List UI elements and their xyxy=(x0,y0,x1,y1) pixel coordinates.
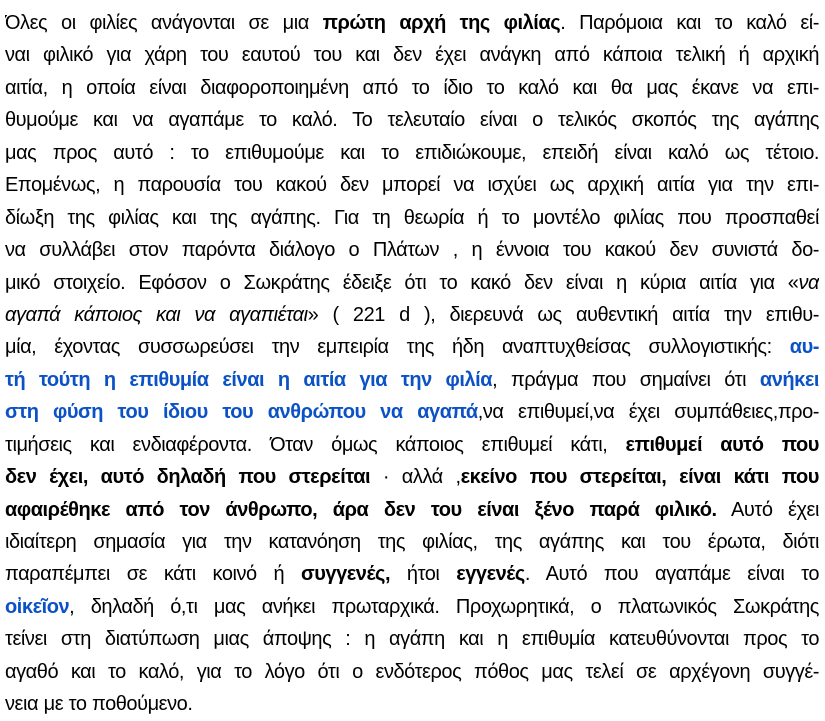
text-line xyxy=(5,299,819,331)
text-run: δίωξη της φιλίας και της αγάπης. Για τη θεωρία ή το μοντέλο φιλίας που προσπαθεί xyxy=(5,206,819,229)
text-run: συγγενές, xyxy=(300,563,391,586)
text-run: Επομένως, η παρουσία του κακού δεν μπορεί να ισχύει ως αρχική αιτία για την επι- xyxy=(5,174,819,197)
text-run: Αυτό έχει xyxy=(716,498,819,521)
text-run: δεν έχει, αυτό δηλαδή που στερείται xyxy=(5,466,371,489)
text-run: αιτία, η οποία είναι διαφοροποιημένη από το ίδιο το καλό και θα μας έκανε να επι- xyxy=(5,76,819,99)
text-run: αγαθό και το καλό, για το λόγο ότι ο ενδότερος πόθος μας τελεί σε αρχέγονη συγγέ- xyxy=(5,660,819,683)
text-run: ,να επιθυμεί,να έχει συμπάθειες,προ- xyxy=(477,401,819,424)
text-line xyxy=(5,104,819,136)
text-run: τείνει στη διατύπωση μιας άποψης : η αγάπη και η επιθυμία κατευθύνονται προς το xyxy=(5,628,819,651)
text-run: παραπέμπει σε κάτι κοινό ή xyxy=(5,563,301,586)
text-line xyxy=(5,558,819,590)
text-run: μία, έχοντας συσσωρεύσει την εμπειρία της ήδη αναπτυχθείσας συλλογιστικής: xyxy=(5,336,790,359)
paragraph xyxy=(5,7,819,721)
text-run: . Αυτό που αγαπάμε είναι το xyxy=(524,563,819,586)
text-line xyxy=(5,526,819,558)
text-run: να συλλάβει στον παρόντα διάλογο ο Πλάτων , η έννοια του κακού δεν συνιστά δο- xyxy=(5,239,819,262)
text-line xyxy=(5,39,819,71)
text-run: θυμούμε και να αγαπάμε το καλό. Το τελευταίο είναι ο τελικός σκοπός της αγάπης xyxy=(5,109,819,132)
text-line xyxy=(5,494,819,526)
text-line xyxy=(5,331,819,363)
text-line xyxy=(5,234,819,266)
text-run: αφαιρέθηκε από τον άνθρωπο, άρα δεν του είναι ξένο παρά φιλικό. xyxy=(5,498,717,521)
text-line xyxy=(5,137,819,169)
text-run: επιθυμεί αυτό που xyxy=(625,433,819,456)
text-line xyxy=(5,202,819,234)
text-run: · αλλά , xyxy=(370,466,461,489)
text-line xyxy=(5,656,819,688)
text-line xyxy=(5,72,819,104)
text-run: ιδιαίτερη σημασία για την κατανόηση της φιλίας, της αγάπης και του έρωτα, διότι xyxy=(5,531,819,553)
highlighted-text-run: τή τούτη η επιθυμία είναι η αιτία για την φιλία xyxy=(5,368,493,391)
text-run: ναι φιλικό για χάρη του εαυτού του και δεν έχει ανάγκη από κάποια τελική ή αρχική xyxy=(5,44,819,67)
text-run: , δηλαδή ό,τι μας ανήκει πρωταρχικά. Προχωρητικά, ο πλατωνικός Σωκράτης xyxy=(69,595,819,618)
highlighted-text-run: αυ- xyxy=(789,336,819,359)
highlighted-text-run: στη φύση του ίδιου του ανθρώπου να αγαπά xyxy=(5,401,478,424)
text-run: τιμήσεις και ενδιαφέροντα. Όταν όμως κάποιος επιθυμεί κάτι, xyxy=(5,433,626,456)
text-line xyxy=(5,461,819,493)
highlighted-text-run: οἰκεῖον xyxy=(5,595,70,618)
text-line xyxy=(5,396,819,428)
text-run: να xyxy=(798,271,819,294)
text-line xyxy=(5,169,819,201)
text-run: ήτοι xyxy=(390,563,457,586)
text-run: μας προς αυτό : το επιθυμούμε και το επιδιώκουμε, επειδή είναι καλό ως τέτοιο. xyxy=(5,141,819,164)
text-run: πρώτη αρχή της φιλίας xyxy=(322,12,561,34)
text-line xyxy=(5,429,819,461)
text-run: εγγενές xyxy=(456,563,525,586)
text-run: Όλες οι φιλίες ανάγονται σε μια xyxy=(5,12,323,34)
text-run: εκείνο που στερείται, είναι κάτι που xyxy=(460,466,819,489)
highlighted-text-run: ανήκει xyxy=(759,368,819,391)
text-line xyxy=(5,364,819,396)
text-line xyxy=(5,591,819,623)
text-run: » ( 221 d ), διερευνά ως αυθεντική αιτία την επιθυ- xyxy=(307,303,819,326)
text-run: μικό στοιχείο. Εφόσον ο Σωκράτης έδειξε ότι το κακό δεν είναι η κύρια αιτία για « xyxy=(5,271,799,294)
text-line xyxy=(5,688,819,720)
text-line xyxy=(5,623,819,655)
text-run: νεια με το ποθούμενο. xyxy=(5,693,193,716)
text-line xyxy=(5,7,819,39)
text-line xyxy=(5,267,819,299)
text-run: . Παρόμοια και το καλό εί- xyxy=(560,12,819,34)
text-run: αγαπά κάποιος και να αγαπιέται xyxy=(5,303,308,326)
text-run: , πράγμα που σημαίνει ότι xyxy=(492,368,760,391)
